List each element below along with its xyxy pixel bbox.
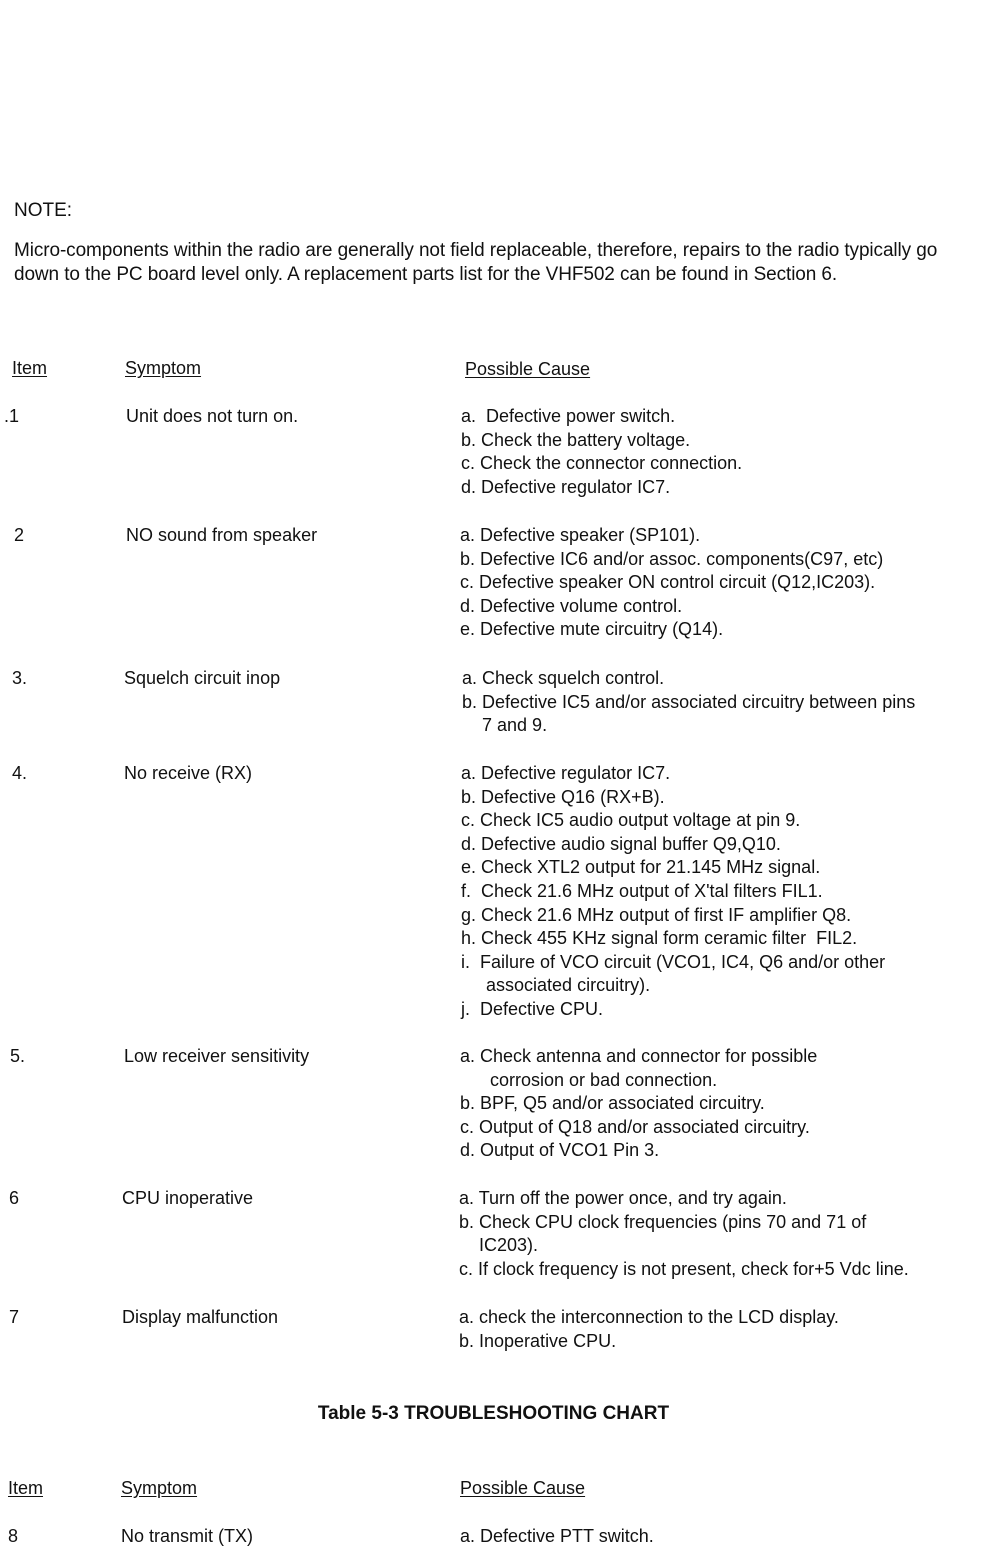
cause-item: e. Defective mute circuitry (Q14). (460, 619, 724, 640)
item-number: 7 (9, 1307, 20, 1327)
symptom-text: Squelch circuit inop (124, 668, 281, 688)
cause-item: a. Defective power switch. (461, 406, 676, 426)
cause-item: i. Failure of VCO circuit (VCO1, IC4, Q6 and/or other (461, 951, 886, 972)
note-heading: NOTE: (14, 200, 73, 221)
cause-item: c. Defective speaker ON control circuit (Q12,IC203). (460, 572, 876, 593)
cause-item: b. Defective IC5 and/or associated circuitry between pins (462, 691, 916, 712)
cause-item: d. Defective audio signal buffer Q9,Q10. (461, 833, 781, 854)
column-header-item: Item (12, 358, 48, 378)
cause-item: b. BPF, Q5 and/or associated circuitry. (460, 1093, 765, 1114)
symptom-text: No receive (RX) (124, 763, 253, 783)
cause-item: d. Defective regulator IC7. (461, 476, 671, 497)
symptom-text: Unit does not turn on. (126, 406, 299, 426)
item-number: .1 (4, 406, 20, 426)
item-number: 5. (10, 1046, 26, 1066)
cause-item: IC203). (459, 1235, 539, 1256)
cause-item: a. Check antenna and connector for possible (460, 1046, 818, 1066)
cause-item: j. Defective CPU. (461, 998, 604, 1019)
symptom-text: Display malfunction (122, 1307, 279, 1327)
column-header-symptom: Symptom (121, 1478, 198, 1498)
item-number: 6 (9, 1188, 20, 1208)
item-number: 8 (8, 1526, 19, 1546)
cause-item: f. Check 21.6 MHz output of X'tal filters FIL1. (461, 880, 823, 901)
table-title: Table 5-3 TROUBLESHOOTING CHART (317, 1403, 670, 1424)
cause-item: a. Turn off the power once, and try again. (459, 1188, 787, 1208)
cause-item: c. If clock frequency is not present, check for+5 Vdc line. (459, 1258, 909, 1279)
symptom-text: No transmit (TX) (121, 1526, 254, 1546)
cause-item: c. Output of Q18 and/or associated circuitry. (460, 1116, 810, 1137)
symptom-text: CPU inoperative (122, 1188, 254, 1208)
cause-item: g. Check 21.6 MHz output of first IF amplifier Q8. (461, 904, 852, 925)
column-header-item: Item (8, 1478, 44, 1498)
cause-list (459, 1187, 985, 1281)
column-header-possible-cause: Possible Cause (460, 1478, 586, 1498)
cause-item: a. Check squelch control. (462, 668, 665, 688)
cause-item: b. Check the battery voltage. (461, 429, 691, 450)
column-header-symptom: Symptom (125, 358, 202, 378)
cause-item: b. Defective Q16 (RX+B). (461, 786, 665, 807)
cause-item: d. Defective volume control. (460, 595, 683, 616)
cause-item: a. Defective speaker (SP101). (460, 525, 701, 545)
item-number: 3. (12, 668, 28, 688)
item-number: 4. (12, 763, 28, 783)
item-number: 2 (14, 525, 25, 545)
cause-item: a. check the interconnection to the LCD display. (459, 1307, 839, 1327)
cause-list (460, 524, 986, 642)
cause-item: a. Defective PTT switch. (460, 1526, 654, 1546)
cause-item: b. Check CPU clock frequencies (pins 70 and 71 of (459, 1211, 867, 1232)
symptom-text: NO sound from speaker (126, 525, 318, 545)
cause-list (459, 1306, 985, 1353)
cause-item: corrosion or bad connection. (460, 1069, 718, 1090)
cause-list (462, 667, 987, 738)
cause-item: 7 and 9. (462, 715, 548, 736)
cause-item: d. Output of VCO1 Pin 3. (460, 1140, 660, 1161)
symptom-text: Low receiver sensitivity (124, 1046, 310, 1066)
cause-item: h. Check 455 KHz signal form ceramic filter FIL2. (461, 928, 858, 949)
cause-item: a. Defective regulator IC7. (461, 763, 671, 783)
cause-item: b. Inoperative CPU. (459, 1330, 617, 1351)
cause-item: c. Check the connector connection. (461, 453, 743, 474)
cause-item: e. Check XTL2 output for 21.145 MHz signal. (461, 857, 821, 878)
cause-list (460, 1045, 986, 1163)
note-body: Micro-components within the radio are generally not field replaceable, therefore, repairs to the radio typically go down to the PC board level only. A replacement parts list for the VHF502 can be found in Section 6. (14, 240, 938, 285)
cause-item: associated circuitry). (461, 975, 651, 996)
cause-item: c. Check IC5 audio output voltage at pin 9. (461, 810, 801, 831)
cause-list (460, 1525, 986, 1549)
cause-item: b. Defective IC6 and/or assoc. components(C97, etc) (460, 548, 884, 569)
column-header-possible-cause: Possible Cause (465, 359, 591, 379)
cause-list (461, 762, 987, 1022)
cause-list (461, 405, 987, 499)
